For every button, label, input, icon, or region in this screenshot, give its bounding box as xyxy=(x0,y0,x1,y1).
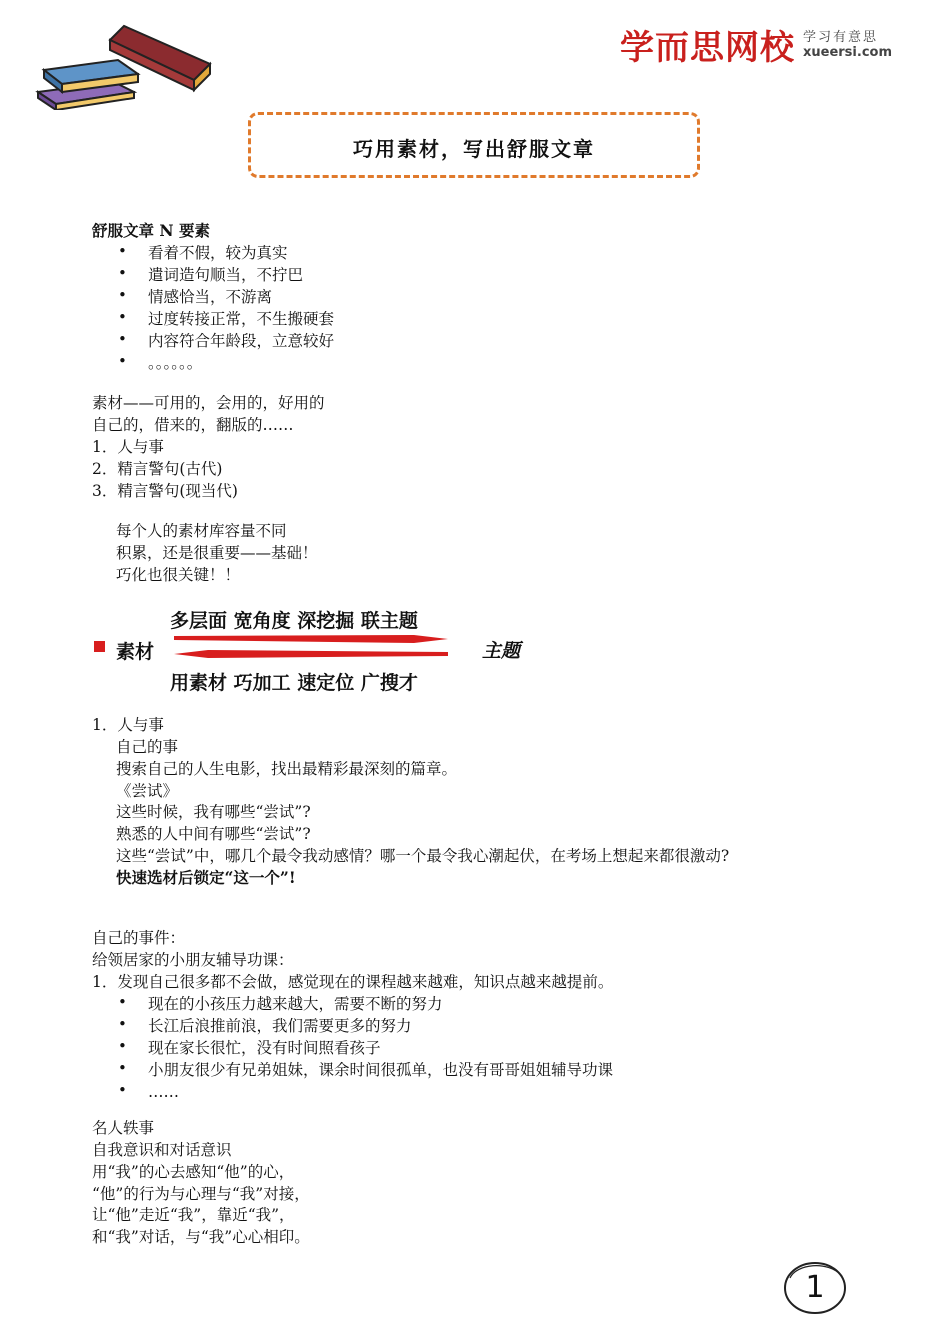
bullet-marker: • xyxy=(118,352,127,370)
section5-line: 自我意识和对话意识 xyxy=(92,1141,232,1159)
material-line-1: 素材——可用的，会用的，好用的 xyxy=(92,394,325,412)
list-item: 情感恰当，不游离 xyxy=(148,288,273,306)
page-number-badge xyxy=(782,1260,848,1316)
bullet-marker: • xyxy=(118,1037,127,1055)
list-item: 过度转接正常，不生搬硬套 xyxy=(148,310,335,328)
diagram-left-label: 素材 xyxy=(116,641,155,663)
section5-line: 名人轶事 xyxy=(92,1119,155,1137)
list-item: 遣词造句顺当，不拧巴 xyxy=(148,266,304,284)
bullet-marker: • xyxy=(118,993,127,1011)
material-theme-diagram xyxy=(90,598,550,698)
section3-line: 搜索自己的人生电影，找出最精彩最深刻的篇章。 xyxy=(116,760,458,778)
bullet-marker: • xyxy=(118,286,127,304)
section3-heading: 1．人与事 xyxy=(92,716,164,734)
numbered-item: 3．精言警句(现当代) xyxy=(92,482,238,500)
section5-line: 让“他”走近“我”，靠近“我”， xyxy=(92,1206,295,1224)
bullet-marker: • xyxy=(118,308,127,326)
section4-numbered-item: 1．发现自己很多都不会做，感觉现在的课程越来越难，知识点越来越提前。 xyxy=(92,973,614,991)
bullet-marker: • xyxy=(118,1081,127,1099)
section3-line: 这些“尝试”中，哪几个最令我动感情？哪一个最令我心潮起伏，在考场上想起来都很激动? xyxy=(116,847,730,865)
diagram-bullet-icon xyxy=(94,641,105,652)
section4-line-2: 给领居家的小朋友辅导功课： xyxy=(92,951,294,969)
section1-heading: 舒服文章 N 要素 xyxy=(92,221,210,240)
page-title: 巧用素材，写出舒服文章 xyxy=(353,137,595,161)
list-item: 内容符合年龄段，立意较好 xyxy=(148,332,335,350)
section3-line: 自己的事 xyxy=(116,738,179,756)
material-line-2: 自己的，借来的，翻版的…… xyxy=(92,416,294,434)
section3-line: 《尝试》 xyxy=(116,782,179,800)
logo-url: xueersi.com xyxy=(803,45,893,60)
list-item: …… xyxy=(148,1083,179,1101)
section5-line: “他”的行为与心理与“我”对接， xyxy=(92,1185,310,1203)
note-line: 巧化也很关键！！ xyxy=(116,566,241,584)
list-item: 现在家长很忙，没有时间照看孩子 xyxy=(148,1039,381,1057)
note-line: 每个人的素材库容量不同 xyxy=(116,522,287,540)
bullet-marker: • xyxy=(118,1059,127,1077)
title-box xyxy=(248,112,700,178)
list-item: 现在的小孩压力越来越大，需要不断的努力 xyxy=(148,995,443,1013)
section3-bold-line: 快速选材后锁定“这一个”! xyxy=(116,868,296,887)
diagram-right-label: 主题 xyxy=(482,640,521,662)
diagram-top-text: 多层面 宽角度 深挖掘 联主题 xyxy=(170,610,418,632)
books-illustration xyxy=(34,22,214,110)
bullet-marker: • xyxy=(118,242,127,260)
page-number: 1 xyxy=(805,1270,825,1305)
list-item: 小朋友很少有兄弟姐妹，课余时间很孤单，也没有哥哥姐姐辅导功课 xyxy=(148,1061,614,1079)
section5-line: 用“我”的心去感知“他”的心， xyxy=(92,1163,295,1181)
note-line: 积累，还是很重要——基础！ xyxy=(116,544,318,562)
logo-slogan: 学习有意思 xyxy=(803,30,879,45)
bullet-marker: • xyxy=(118,330,127,348)
list-item: 。。。。。。 xyxy=(148,354,203,372)
diagram-bottom-text: 用素材 巧加工 速定位 广搜才 xyxy=(170,672,418,694)
bullet-marker: • xyxy=(118,1015,127,1033)
diagram-arrows xyxy=(174,632,454,662)
list-item: 长江后浪推前浪，我们需要更多的努力 xyxy=(148,1017,412,1035)
numbered-item: 2．精言警句(古代) xyxy=(92,460,223,478)
section4-line-1: 自己的事件： xyxy=(92,929,186,947)
logo-brand-text: 学而思网校 xyxy=(620,28,795,68)
section3-line: 这些时候，我有哪些“尝试”? xyxy=(116,803,311,821)
bullet-marker: • xyxy=(118,264,127,282)
list-item: 看着不假，较为真实 xyxy=(148,244,288,262)
numbered-item: 1．人与事 xyxy=(92,438,164,456)
section3-line: 熟悉的人中间有哪些“尝试”? xyxy=(116,825,311,843)
section5-line: 和“我”对话，与“我”心心相印。 xyxy=(92,1228,310,1246)
